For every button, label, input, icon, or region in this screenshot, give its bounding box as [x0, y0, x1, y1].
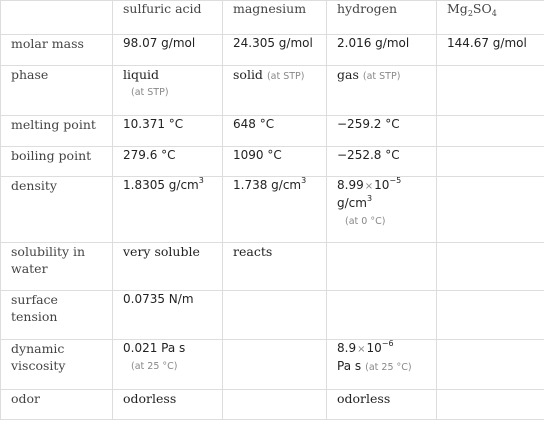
- row-molar-mass: [1, 35, 544, 66]
- row-odor: [1, 390, 544, 420]
- cell-hydrogen-dynamic-viscosity: $8.9\times 10^{-6}$ Pa s (at 25 °C): [327, 340, 437, 390]
- row-label-melting-point: melting point: [1, 116, 113, 147]
- density-note: (at 0 °C): [345, 216, 386, 227]
- cell-hydrogen-molar-mass: 2.016 g/mol: [327, 35, 437, 66]
- cell-mg2so4-density: [437, 177, 544, 243]
- row-surface-tension: [1, 291, 544, 340]
- col-header-hydrogen: hydrogen: [327, 1, 437, 35]
- row-solubility: [1, 243, 544, 291]
- cell-magnesium-phase: [223, 66, 327, 116]
- corner-cell: [1, 1, 113, 35]
- phase-value: solid: [233, 67, 263, 82]
- cell-sulfuric-surface-tension: 0.0735 N/m: [113, 291, 223, 340]
- cell-hydrogen-surface-tension: [327, 291, 437, 340]
- cell-hydrogen-phase: [327, 66, 437, 116]
- row-label-solubility: solubility in water: [1, 243, 113, 291]
- cell-mg2so4-odor: [437, 390, 544, 420]
- cell-hydrogen-odor: odorless: [327, 390, 437, 420]
- cell-sulfuric-phase: [113, 66, 223, 116]
- row-phase: [1, 66, 544, 116]
- cell-sulfuric-density: 1.8305 $g/cm^3$: [113, 177, 223, 243]
- cell-mg2so4-molar-mass: 144.67 g/mol: [437, 35, 544, 66]
- row-label-odor: odor: [1, 390, 113, 420]
- cell-sulfuric-molar-mass: 98.07 g/mol: [113, 35, 223, 66]
- col-header-magnesium: magnesium: [223, 1, 327, 35]
- cell-hydrogen-density: $8.99\times 10^{-5}$ $g/cm^3$ (at 0 °C): [327, 177, 437, 243]
- phase-note: (at STP): [362, 71, 401, 82]
- cell-sulfuric-dynamic-viscosity: 0.021 Pa s (at 25 °C): [113, 340, 223, 390]
- cell-magnesium-density: 1.738 $g/cm^3$: [223, 177, 327, 243]
- cell-magnesium-boiling-point: 1090 °C: [223, 147, 327, 177]
- phase-note: (at STP): [131, 87, 169, 98]
- viscosity-note: (at 25 °C): [365, 362, 412, 373]
- cell-hydrogen-solubility: [327, 243, 437, 291]
- cell-magnesium-dynamic-viscosity: [223, 340, 327, 390]
- cell-mg2so4-surface-tension: [437, 291, 544, 340]
- col-header-mg2so4: $Mg_2SO_4$: [437, 1, 544, 35]
- cell-magnesium-surface-tension: [223, 291, 327, 340]
- cell-hydrogen-boiling-point: −252.8 °C: [327, 147, 437, 177]
- row-dynamic-viscosity: [1, 340, 544, 390]
- row-label-phase: phase: [1, 66, 113, 116]
- cell-mg2so4-boiling-point: [437, 147, 544, 177]
- col-header-sulfuric-acid: sulfuric acid: [113, 1, 223, 35]
- cell-sulfuric-solubility: very soluble: [113, 243, 223, 291]
- cell-mg2so4-solubility: [437, 243, 544, 291]
- cell-magnesium-molar-mass: 24.305 g/mol: [223, 35, 327, 66]
- row-melting-point: [1, 116, 544, 147]
- row-label-density: density: [1, 177, 113, 243]
- cell-magnesium-melting-point: 648 °C: [223, 116, 327, 147]
- header-row: [1, 1, 544, 35]
- cell-mg2so4-melting-point: [437, 116, 544, 147]
- phase-note: (at STP): [266, 71, 305, 82]
- phase-value: liquid: [123, 67, 160, 82]
- cell-sulfuric-boiling-point: 279.6 °C: [113, 147, 223, 177]
- cell-hydrogen-melting-point: −259.2 °C: [327, 116, 437, 147]
- row-label-boiling-point: boiling point: [1, 147, 113, 177]
- row-boiling-point: [1, 147, 544, 177]
- cell-mg2so4-dynamic-viscosity: [437, 340, 544, 390]
- cell-sulfuric-melting-point: 10.371 °C: [113, 116, 223, 147]
- row-density: [1, 177, 544, 243]
- cell-magnesium-solubility: reacts: [223, 243, 327, 291]
- cell-magnesium-odor: [223, 390, 327, 420]
- phase-value: gas: [337, 67, 359, 82]
- row-label-molar-mass: molar mass: [1, 35, 113, 66]
- cell-sulfuric-odor: odorless: [113, 390, 223, 420]
- cell-mg2so4-phase: [437, 66, 544, 116]
- row-label-dynamic-viscosity: dynamic viscosity: [1, 340, 113, 390]
- viscosity-note: (at 25 °C): [131, 361, 178, 372]
- row-label-surface-tension: surface tension: [1, 291, 113, 340]
